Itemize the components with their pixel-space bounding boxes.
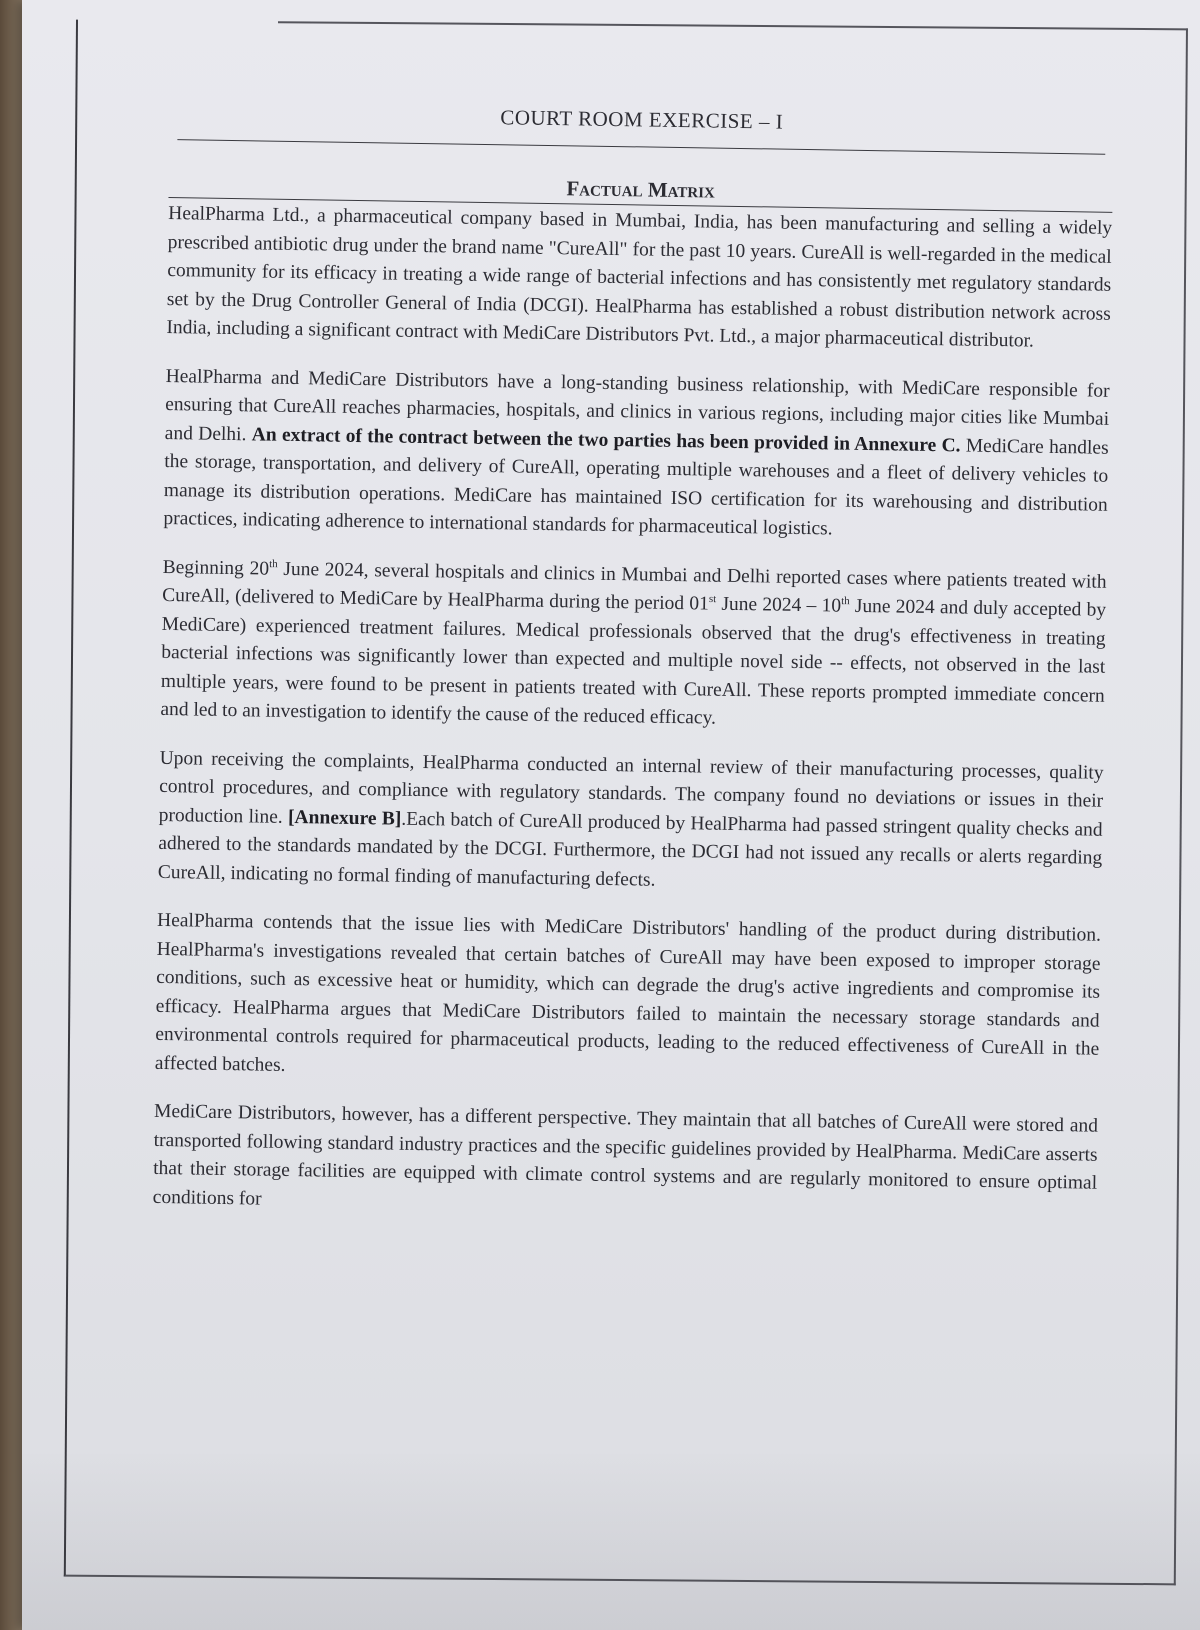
paragraph-3-part-3: June 2024 – 10 bbox=[716, 593, 842, 617]
ordinal-suffix: th bbox=[269, 557, 278, 570]
paragraph-3-part-2: June 2024, several hospitals and clinics in Mumbai and Delhi reported cases where patients treated with CureAll, (delivered to MediCare by HealPharma during the period 01 bbox=[162, 558, 1107, 615]
annexure-c-reference: An extract of the contract between the two parties has been provided in Annexure C. bbox=[251, 423, 961, 456]
paragraph-5: HealPharma contends that the issue lies with MediCare Distributors' handling of the product during distribution. HealPharma's investigations revealed that certain batches of CureAll may have been exposed to improper storage conditions, such as excessive heat or humidity, which can degrade the drug's active ingredients and compromise its efficacy. HealPharma argues that MediCare Distributors failed to maintain the necessary storage standards and environmental controls required for pharmaceutical products, leading to the reduced effectiveness of CureAll in the affected batches. bbox=[154, 909, 1102, 1076]
paragraph-4-text-end: .Each batch of CureAll produced by HealPharma had passed stringent quality checks and adhered to the standards mandated by the DCGI. Furthermore, the DCGI had not issued any recalls or alerts regarding CureAll, indicating no formal finding of manufacturing defects. bbox=[157, 808, 1103, 891]
paragraph-3-part-4: June 2024 and duly accepted by MediCare) experienced treatment failures. Medical professionals observed that the drug's effectiveness in treating bacterial infections was significantly lower than expected and multiple novel side -- effects, not observed in the last multiple years, were found to be present in patients treated with CureAll. These reports prompted immediate concern and led to an investigation to identify the cause of the reduced efficacy. bbox=[160, 595, 1107, 729]
paragraph-3-part-1: Beginning 20 bbox=[162, 556, 270, 580]
paragraph-6: MediCare Distributors, however, has a different perspective. They maintain that all batches of CureAll were stored and transported following standard industry practices and the specific guidelines provided by HealPharma. MediCare asserts that their storage facilities are equipped with climate control systems and are regularly monitored to ensure optimal conditions for bbox=[152, 1100, 1099, 1210]
paragraph-1: HealPharma Ltd., a pharmaceutical company based in Mumbai, India, has been manufacturing and selling a widely prescribed antibiotic drug under the brand name "CureAll" for the past 10 years. CureAll is well-regarded in the medical community for its efficacy in treating a wide range of bacterial infections and has consistently met regulatory standards set by the Drug Controller General of India (DCGI). HealPharma has established a robust distribution network across India, including a significant contract with MediCare Distributors Pvt. Ltd., a major pharmaceutical distributor. bbox=[166, 202, 1113, 352]
annexure-b-reference: [Annexure B] bbox=[287, 806, 402, 830]
paragraph-3 bbox=[160, 553, 1107, 739]
document-page bbox=[22, 0, 1200, 1630]
ordinal-suffix: st bbox=[708, 593, 717, 606]
ordinal-suffix: th bbox=[841, 595, 850, 608]
paragraph-4-text-start: Upon receiving the complaints, HealPharma conducted an internal review of their manufacturing processes, quality control procedures, and compliance with regulatory standards. The company found no deviations or issues in their production line. bbox=[158, 747, 1104, 828]
section-heading: Factual Matrix bbox=[168, 170, 1112, 213]
paragraph-2-text-start: HealPharma and MediCare Distributors have a long-standing business relationship, with MediCare responsible for ensuring that CureAll reaches pharmacies, hospitals, and clinics in various regions, including major cities like Mumbai and Delhi. bbox=[164, 365, 1110, 445]
document-title: COURT ROOM EXERCISE – I bbox=[177, 100, 1106, 155]
paragraph-2-text-end: MediCare handles the storage, transportation, and delivery of CureAll, operating multiple warehouses and a fleet of delivery vehicles to manage its distribution operations. MediCare has maintained ISO certification for its warehousing and distribution practices, indicating adherence to international standards for pharmaceutical logistics. bbox=[163, 434, 1109, 540]
document-content bbox=[152, 100, 1114, 1247]
paragraph-4 bbox=[158, 744, 1104, 901]
paragraph-2 bbox=[163, 362, 1110, 548]
